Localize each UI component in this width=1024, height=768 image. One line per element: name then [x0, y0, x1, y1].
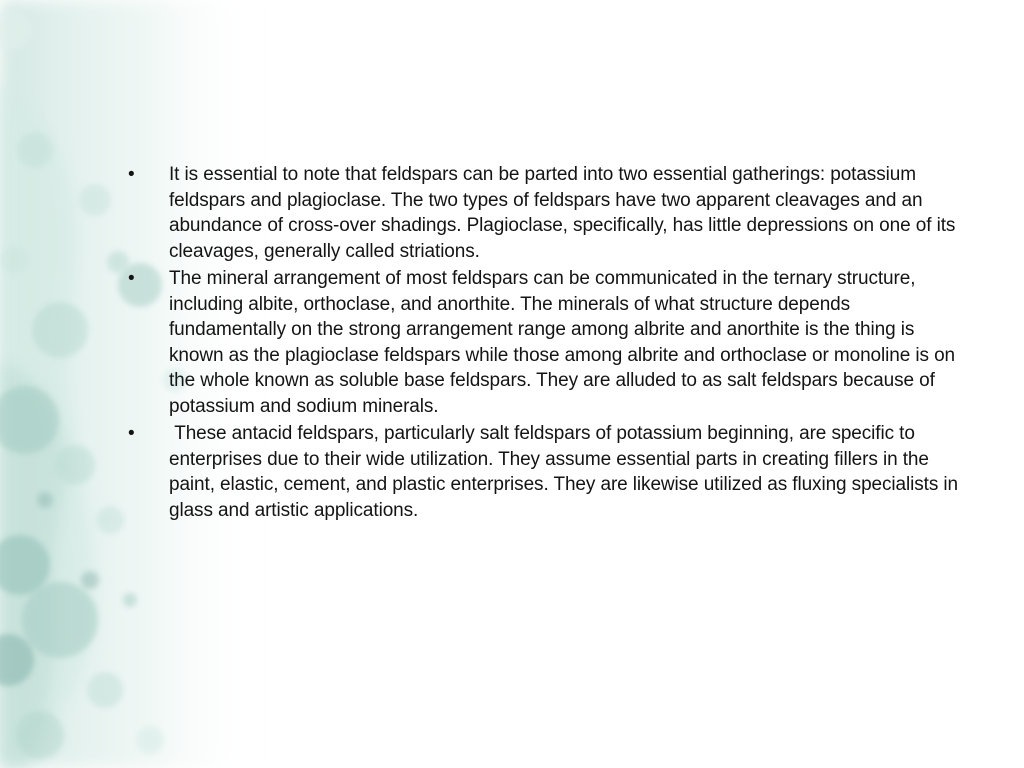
bullet-item-1 — [128, 162, 960, 264]
bullet-text: It is essential to note that feldspars can be parted into two essential gatherings: potassium feldspars and plagioclase. The two types of feldspars have two apparent cleavages and an abundance of cross-over shadings. Plagioclase, specifically, has little depressions on one of its cleavages, generally called striations. — [169, 164, 961, 262]
bullet-icon: • — [128, 423, 135, 444]
bullet-list — [128, 162, 964, 523]
bullet-item-2 — [128, 266, 960, 419]
bullet-text: The mineral arrangement of most feldspars can be communicated in the ternary structure, including albite, orthoclase, and anorthite. The minerals of what structure depends fundamentally on the strong arrangement range among albrite and anorthite is the thing is known as the plagioclase feldspars while those among albrite and orthoclase or monoline is on the whole known as soluble base feldspars. They are alluded to as salt feldspars because of potassium and sodium minerals. — [169, 268, 961, 417]
bullet-item-3 — [128, 421, 964, 523]
slide-content — [128, 162, 964, 525]
bullet-icon: • — [128, 164, 135, 185]
bullet-text: These antacid feldspars, particularly salt feldspars of potassium beginning, are specific to enterprises due to their wide utilization. They assume essential parts in creating fillers in the paint, elastic, cement, and plastic enterprises. They are likewise utilized as fluxing specialists in glass and artistic applications. — [169, 423, 964, 521]
bullet-icon: • — [128, 268, 135, 289]
